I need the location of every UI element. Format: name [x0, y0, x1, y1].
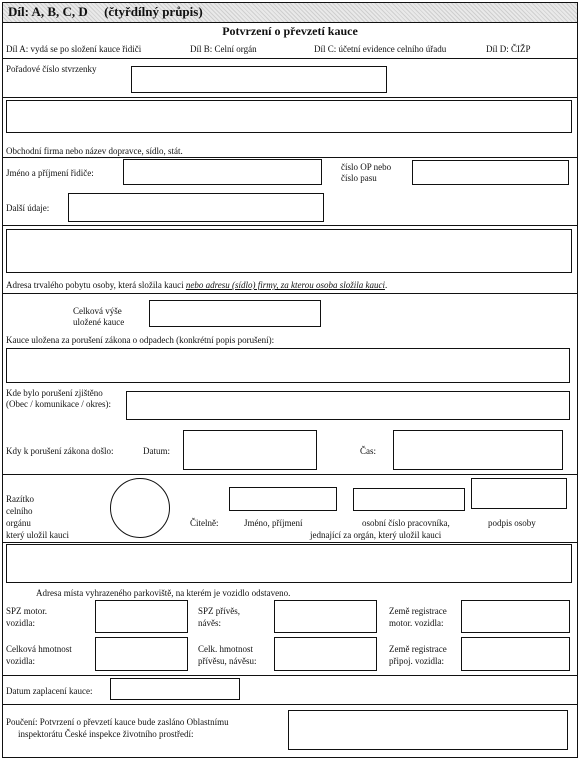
- divider: [2, 22, 578, 23]
- company-label: Obchodní firma nebo název dopravce, sídlo, stát.: [6, 146, 183, 156]
- receipt-number-field[interactable]: [131, 66, 387, 93]
- time-field[interactable]: [393, 430, 563, 470]
- notice-label-2: inspektorátu České inspekce životního prostředí:: [18, 729, 194, 739]
- notice-recipient-field[interactable]: [288, 710, 568, 750]
- total-amount-field[interactable]: [149, 300, 321, 327]
- spz-trailer-label-1: SPZ přívěs,: [198, 606, 241, 616]
- where-found-label-1: Kde bylo porušení zjištěno: [6, 388, 103, 398]
- id-number-label-2: číslo pasu: [341, 173, 377, 183]
- where-found-field[interactable]: [126, 391, 570, 420]
- other-data-label: Další údaje:: [6, 203, 50, 213]
- parking-address-label: Adresa místa vyhrazeného parkoviště, na kterém je vozidlo odstaveno.: [36, 588, 291, 598]
- acting-label: jednající za orgán, který uložil kauci: [310, 530, 442, 540]
- divider: [2, 157, 578, 158]
- violation-label: Kauce uložena za porušení zákona o odpadech (konkrétní popis porušení):: [6, 335, 275, 345]
- driver-name-label: Jméno a příjmení řidiče:: [6, 168, 94, 178]
- stamp-circle: [110, 478, 170, 538]
- stamp-label-4: který uložil kauci: [6, 530, 69, 540]
- country-motor-label-2: motor. vozidla:: [389, 618, 444, 628]
- address-field[interactable]: [6, 229, 572, 273]
- spz-motor-label-1: SPZ motor.: [6, 606, 48, 616]
- spz-trailer-field[interactable]: [274, 600, 377, 633]
- parking-address-field[interactable]: [6, 544, 572, 583]
- divider: [2, 58, 578, 59]
- stamp-label-3: orgánu: [6, 518, 31, 528]
- header-copies-label: (čtyřdílný průpis): [104, 4, 203, 19]
- signature-label: podpis osoby: [488, 518, 536, 528]
- spz-motor-label-2: vozidla:: [6, 618, 35, 628]
- weight-vehicle-label-1: Celková hmotnost: [6, 644, 72, 654]
- personal-number-label: osobní číslo pracovníka,: [362, 518, 450, 528]
- date-label: Datum:: [143, 446, 170, 456]
- divider: [2, 97, 578, 98]
- country-motor-label-1: Země registrace: [389, 606, 447, 616]
- header-title: [8, 4, 203, 20]
- officer-signature-field[interactable]: [471, 478, 567, 509]
- divider: [2, 474, 578, 475]
- total-amount-label-1: Celková výše: [73, 306, 122, 316]
- divider: [2, 675, 578, 676]
- divider: [2, 225, 578, 226]
- divider: [2, 542, 578, 543]
- country-trailer-field[interactable]: [461, 637, 570, 671]
- weight-vehicle-field[interactable]: [95, 637, 188, 671]
- form-title: Potvrzení o převzetí kauce: [222, 24, 358, 38]
- payment-date-label: Datum zaplacení kauce:: [6, 686, 93, 696]
- divider: [2, 293, 578, 294]
- company-field[interactable]: [6, 100, 572, 133]
- spz-motor-field[interactable]: [95, 600, 188, 633]
- weight-trailer-field[interactable]: [274, 637, 377, 671]
- stamp-label-1: Razítko: [6, 494, 34, 504]
- weight-vehicle-label-2: vozidla:: [6, 656, 35, 666]
- part-c-label: Díl C: účetní evidence celního úřadu: [314, 44, 447, 54]
- address-label: [6, 280, 387, 291]
- date-field[interactable]: [183, 430, 317, 470]
- driver-name-field[interactable]: [123, 159, 322, 185]
- part-d-label: Díl D: ČIŽP: [486, 44, 531, 54]
- spz-trailer-label-2: návěs:: [198, 618, 221, 628]
- part-b-label: Díl B: Celní orgán: [190, 44, 257, 54]
- violation-field[interactable]: [6, 348, 570, 383]
- weight-trailer-label-2: přívěsu, návěsu:: [198, 656, 257, 666]
- time-label: Čas:: [360, 446, 377, 456]
- id-number-field[interactable]: [412, 160, 569, 185]
- where-found-label-2: (Obec / komunikace / okres):: [6, 399, 111, 409]
- address-label-underlined: nebo adresu (sídlo) firmy, za kterou osoba složila kauci: [185, 280, 385, 290]
- notice-label-1: Poučení: Potvrzení o převzetí kauce bude zasláno Oblastnímu: [6, 717, 229, 727]
- total-amount-label-2: uložené kauce: [73, 317, 125, 327]
- officer-name-field[interactable]: [229, 487, 337, 511]
- officer-number-field[interactable]: [353, 488, 465, 511]
- id-number-label-1: číslo OP nebo: [341, 162, 392, 172]
- divider: [2, 704, 578, 705]
- address-label-end: .: [384, 280, 388, 290]
- part-a-label: Díl A: vydá se po složení kauce řidiči: [6, 44, 142, 54]
- payment-date-field[interactable]: [110, 678, 240, 700]
- country-trailer-label-2: připoj. vozidla:: [389, 656, 444, 666]
- other-data-field[interactable]: [68, 193, 324, 222]
- header-part-label: Díl: A, B, C, D: [8, 4, 88, 19]
- country-trailer-label-1: Země registrace: [389, 644, 447, 654]
- country-motor-field[interactable]: [461, 600, 570, 633]
- weight-trailer-label-1: Celk. hmotnost: [198, 644, 254, 654]
- when-label: Kdy k porušení zákona došlo:: [6, 446, 114, 456]
- stamp-label-2: celního: [6, 506, 33, 516]
- legibly-label: Čitelně:: [190, 518, 219, 528]
- address-label-plain: Adresa trvalého pobytu osoby, která složila kauci: [6, 280, 184, 290]
- receipt-number-label: Pořadové číslo stvrzenky: [6, 64, 97, 74]
- name-surname-label: Jméno, příjmení: [244, 518, 303, 528]
